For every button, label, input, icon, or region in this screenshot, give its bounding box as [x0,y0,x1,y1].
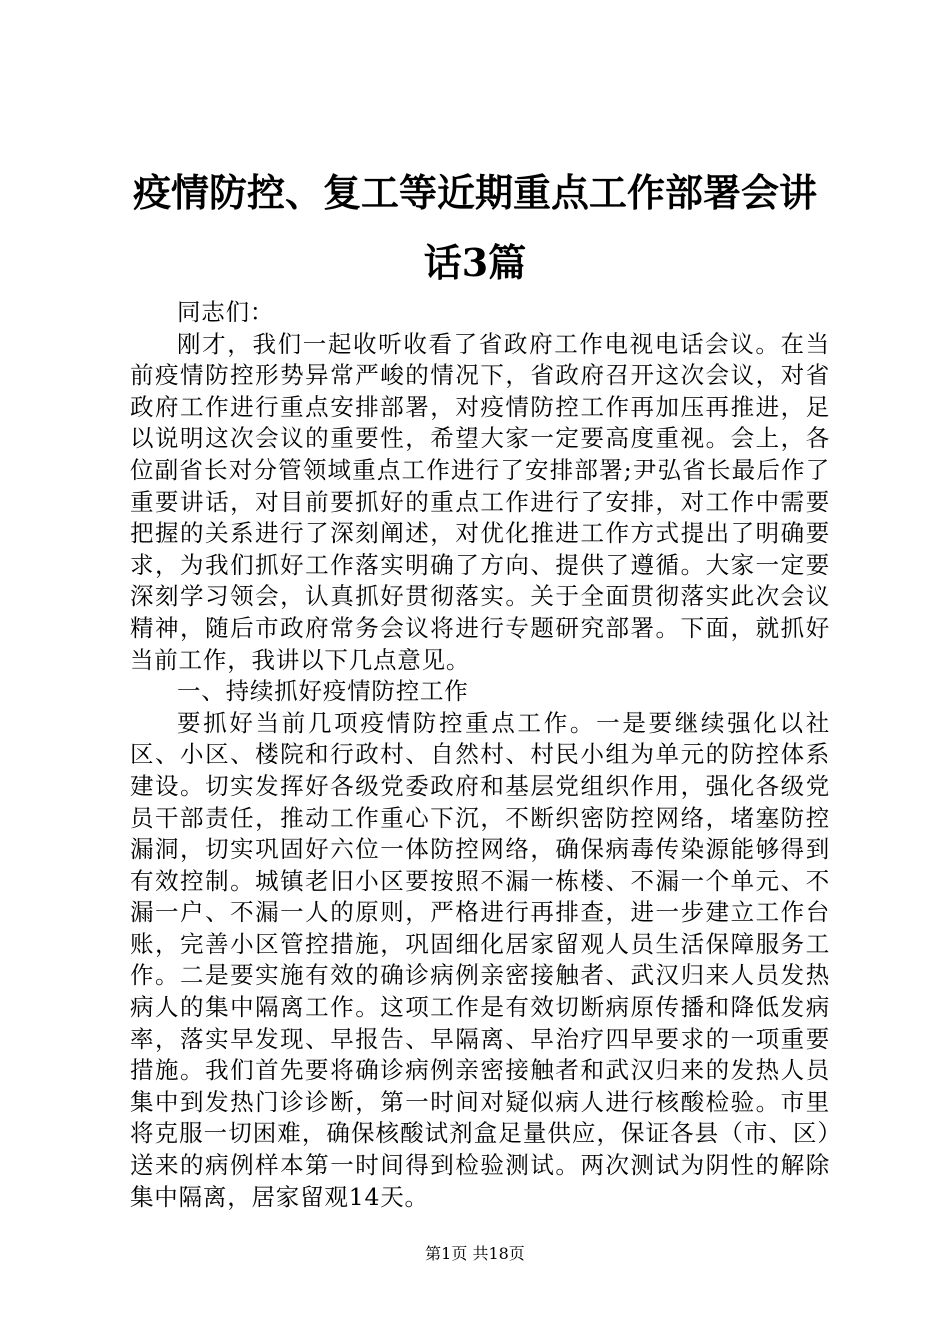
body-paragraph: 要抓好当前几项疫情防控重点工作。一是要继续强化以社区、小区、楼院和行政村、自然村、村民小组为单元的防控体系建设。切实发挥好各级党委政府和基层党组织作用，强化各级党员干部责任，推动工作重心下沉，不断织密防控网络，堵塞防控漏洞，切实巩固好六位一体防控网络，确保病毒传染源能够得到有效控制。城镇老旧小区要按照不漏一栋楼、不漏一个单元、不漏一户、不漏一人的原则，严格进行再排查，进一步建立工作台账，完善小区管控措施，巩固细化居家留观人员生活保障服务工作。二是要实施有效的确诊病例亲密接触者、武汉归来人员发热病人的集中隔离工作。这项工作是有效切断病原传播和降低发病率，落实早发现、早报告、早隔离、早治疗四早要求的一项重要措施。我们首先要将确诊病例亲密接触者和武汉归来的发热人员集中到发热门诊诊断，第一时间对疑似病人进行核酸检验。市里将克服一切困难，确保核酸试剂盒足量供应，保证各县（市、区）送来的病例样本第一时间得到检验测试。两次测试为阴性的解除集中隔离，居家留观14天。 [130,708,830,1211]
page-footer: 第1页 共18页 [425,1244,525,1263]
document-title: 疫情防控、复工等近期重点工作部署会讲话3篇 [132,170,817,285]
salutation-paragraph: 同志们： [177,298,275,326]
section-heading: 一、持续抓好疫情防控工作 [177,677,469,706]
intro-paragraph: 刚才，我们一起收听收看了省政府工作电视电话会议。在当前疫情防控形势异常严峻的情况下，省政府召开这次会议，对省政府工作进行重点安排部署，对疫情防控工作再加压再推进，足以说明这次会议的重要性，希望大家一定要高度重视。会上，各位副省长对分管领域重点工作进行了安排部署;尹弘省长最后作了重要讲话，对目前要抓好的重点工作进行了安排，对工作中需要把握的关系进行了深刻阐述，对优化推进工作方式提出了明确要求，为我们抓好工作落实明确了方向、提供了遵循。大家一定要深刻学习领会，认真抓好贯彻落实。关于全面贯彻落实此次会议精神，随后市政府常务会议将进行专题研究部署。下面，就抓好当前工作，我讲以下几点意见。 [130,329,830,674]
document-body [130,297,830,1213]
